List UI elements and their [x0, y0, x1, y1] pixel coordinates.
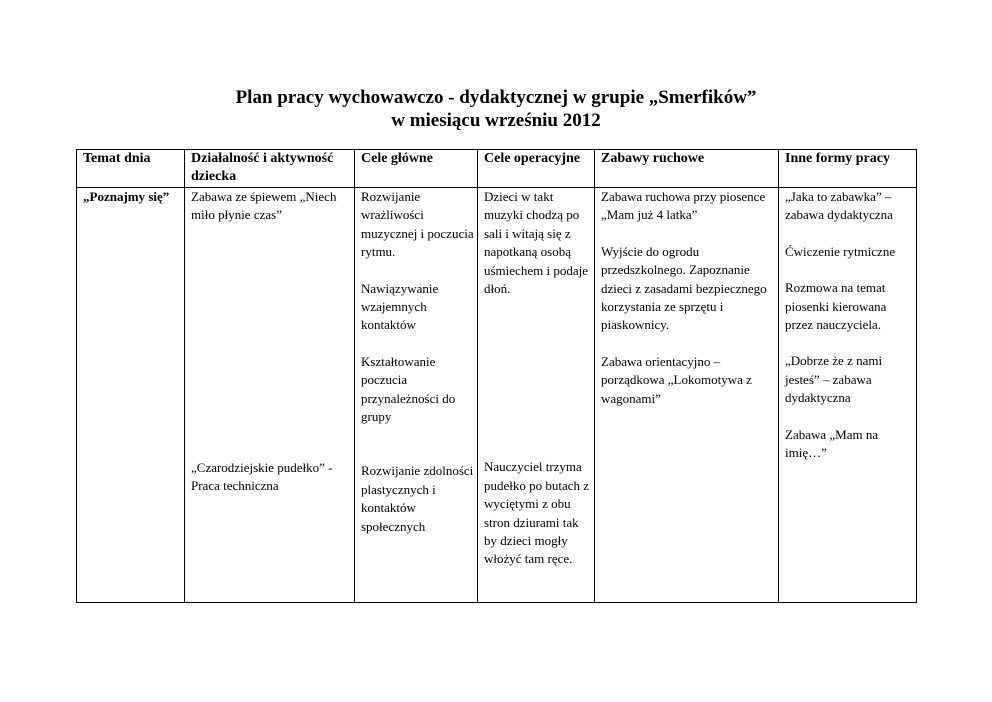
other-form-item: „Dobrze że z nami jesteś” – zabawa dydaktyczna: [785, 353, 883, 406]
cell-operational-goals: [478, 188, 595, 603]
title-line-2: w miesiącu wrześniu 2012: [391, 110, 601, 131]
main-goal-item: Rozwijanie zdolności plastycznych i kontaktów społecznych: [361, 463, 474, 534]
movement-game-item: Zabawa ruchowa przy piosence „Mam już 4 latka”: [601, 189, 766, 223]
activity-item: „Czarodziejskie pudełko” -Praca techniczna: [191, 459, 333, 494]
cell-activities: [185, 188, 355, 603]
other-form-item: Zabawa „Mam na imię…”: [785, 426, 879, 461]
header-activities: Działalność i aktywność dziecka: [185, 150, 355, 188]
cell-topic: „Poznajmy się”: [77, 188, 185, 603]
table-header-row: [77, 150, 917, 188]
table-row: [77, 188, 917, 603]
main-goal-item: Rozwijanie wrażliwości muzycznej i poczucia rytmu.: [361, 189, 474, 260]
movement-game-item: Zabawa orientacyjno – porządkowa „Lokomotywa z wagonami”: [601, 353, 752, 406]
operational-goal-item: Nauczyciel trzyma pudełko po butach z wyciętymi z obu stron dziurami tak by dzieci mogły włożyć tam ręce.: [484, 459, 590, 567]
main-goal-item: Kształtowanie poczucia przynależności do grupy: [361, 353, 456, 425]
main-goal-item: Nawiązywanie wzajemnych kontaktów: [361, 280, 439, 333]
header-other-forms: Inne formy pracy: [779, 150, 917, 188]
other-form-item: Rozmowa na temat piosenki kierowana przez nauczyciela.: [785, 280, 887, 333]
header-movement-games: Zabawy ruchowe: [595, 150, 779, 188]
plan-table: [76, 149, 917, 603]
title-line-1: Plan pracy wychowawczo - dydaktycznej w grupie „Smerfików”: [235, 87, 757, 108]
cell-main-goals: [355, 188, 478, 603]
activity-item: Zabawa ze śpiewem „Niech miło płynie czas”: [191, 189, 337, 223]
operational-goal-item: Dzieci w takt muzyki chodzą po sali i witają się z napotkaną osobą uśmiechem i podaje dłoń.: [484, 189, 588, 297]
document-title: [0, 86, 992, 132]
other-form-item: Ćwiczenie rytmiczne: [785, 243, 896, 259]
other-form-item: „Jaka to zabawka” – zabawa dydaktyczna: [785, 189, 893, 223]
movement-game-item: Wyjście do ogrodu przedszkolnego. Zapoznanie dzieci z zasadami bezpiecznego korzystania ze sprzętu i piaskownicy.: [601, 243, 767, 333]
cell-other-forms: [779, 188, 917, 603]
header-main-goals: Cele główne: [355, 150, 478, 188]
cell-movement-games: [595, 188, 779, 603]
header-topic: Temat dnia: [77, 150, 185, 188]
header-operational-goals: Cele operacyjne: [478, 150, 595, 188]
